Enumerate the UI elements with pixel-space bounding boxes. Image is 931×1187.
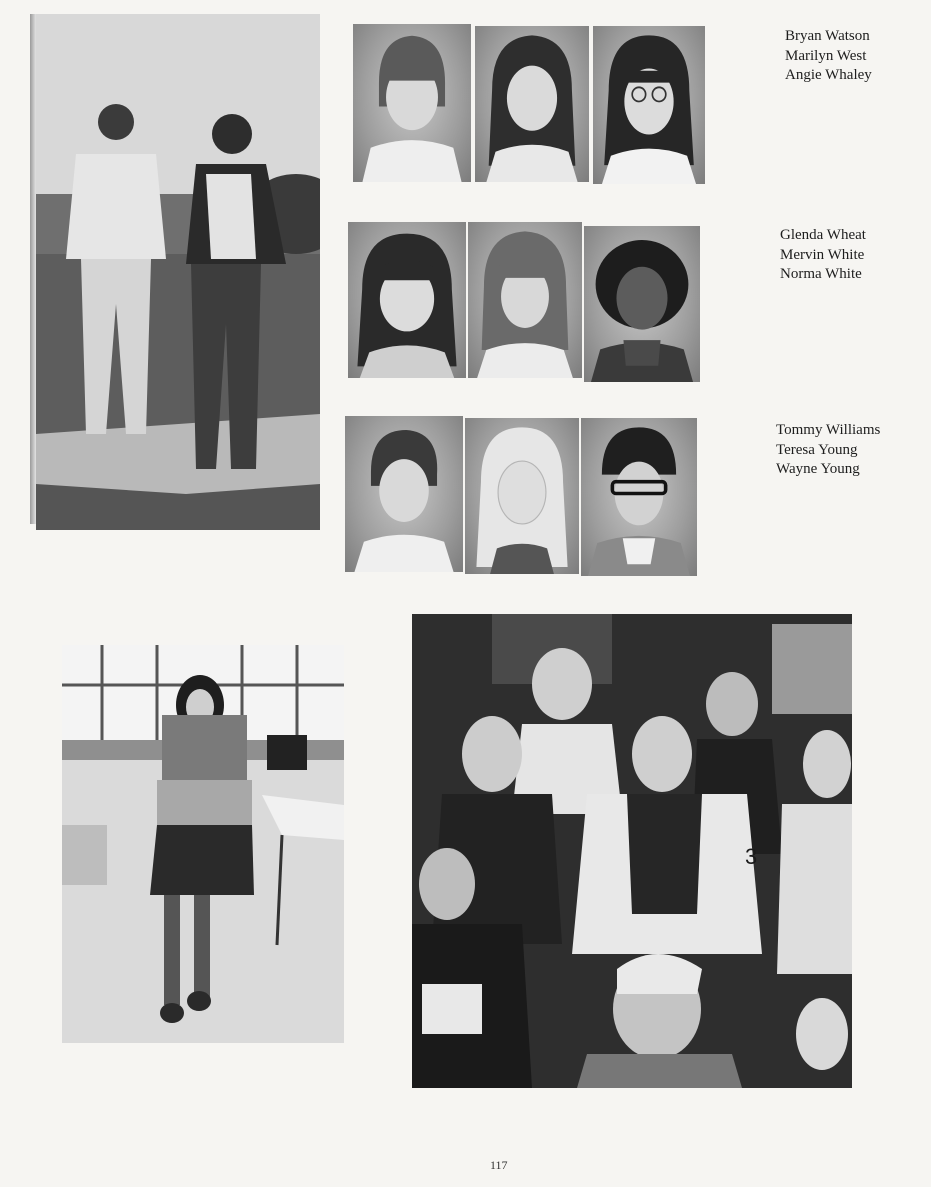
name-list-row-1	[785, 27, 872, 86]
svg-text:3: 3	[745, 844, 758, 869]
portrait-glenda-wheat	[348, 222, 466, 378]
name-list-row-2	[780, 226, 866, 285]
candid-photo-crowd-bleachers	[412, 614, 852, 1088]
name-list-row-3	[776, 421, 880, 480]
student-name: Tommy Williams	[776, 422, 881, 438]
portrait-tommy-williams	[345, 416, 463, 572]
student-name: Glenda Wheat	[780, 227, 866, 243]
portrait-marilyn-west	[475, 26, 589, 182]
student-name: Angie Whaley	[785, 67, 872, 83]
student-name: Norma White	[780, 266, 862, 282]
portrait-mervin-white	[468, 222, 582, 378]
portrait-angie-whaley	[593, 26, 705, 184]
student-name: Teresa Young	[776, 441, 858, 458]
portrait-teresa-young	[465, 418, 579, 574]
student-name: Marilyn West	[785, 47, 867, 64]
student-name: Wayne Young	[776, 461, 860, 477]
candid-photo-two-students	[36, 14, 320, 530]
portrait-bryan-watson	[353, 24, 471, 182]
student-name: Bryan Watson	[785, 28, 870, 44]
student-name: Mervin White	[780, 246, 865, 263]
portrait-wayne-young	[581, 418, 697, 576]
candid-photo-girl-carrying-boxes	[62, 645, 344, 1043]
page-number: 117	[490, 1158, 508, 1172]
portrait-norma-white	[584, 226, 700, 382]
